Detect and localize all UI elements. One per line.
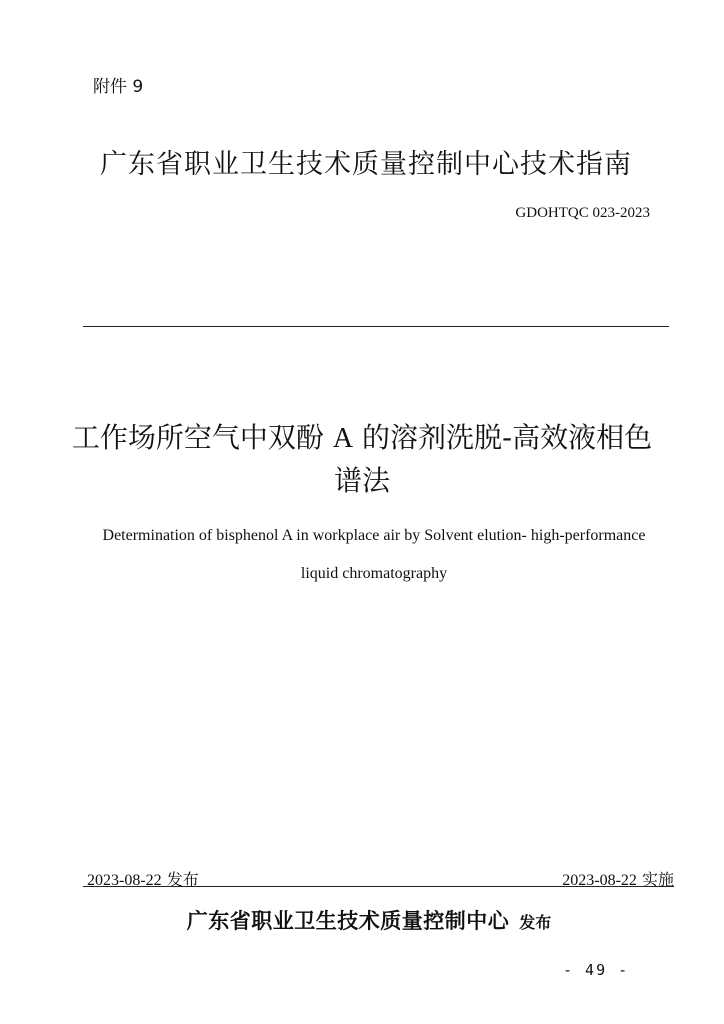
attachment-label: 附件 9 (93, 77, 144, 97)
issuer-action: 发布 (519, 913, 552, 932)
issue-date-value: 2023-08-22 (87, 872, 162, 889)
header-divider (83, 326, 669, 327)
implement-date-value: 2023-08-22 (562, 872, 637, 889)
standard-code: GDOHTQC 023-2023 (515, 205, 650, 221)
footer-divider (83, 886, 674, 887)
issuer (0, 905, 724, 935)
implement-date-label: 实施 (641, 870, 674, 889)
title-cn-part1: 工作场所空气中双酚 (71, 421, 333, 454)
issue-date-label: 发布 (166, 870, 199, 889)
document-title-cn (60, 417, 664, 502)
title-cn-letter: A (332, 423, 354, 454)
document-title-en-line2: liquid chromatography (300, 565, 448, 582)
guide-series-title: 广东省职业卫生技术质量控制中心技术指南 (100, 149, 632, 180)
title-cn-part2: 的溶剂洗脱-高效液相色谱法 (333, 421, 653, 497)
document-title-en-line1: Determination of bisphenol A in workplace air by Solvent elution- high-performance (102, 527, 646, 544)
issuer-name: 广东省职业卫生技术质量控制中心 (186, 909, 510, 933)
page-number: - 49 - (563, 961, 630, 979)
